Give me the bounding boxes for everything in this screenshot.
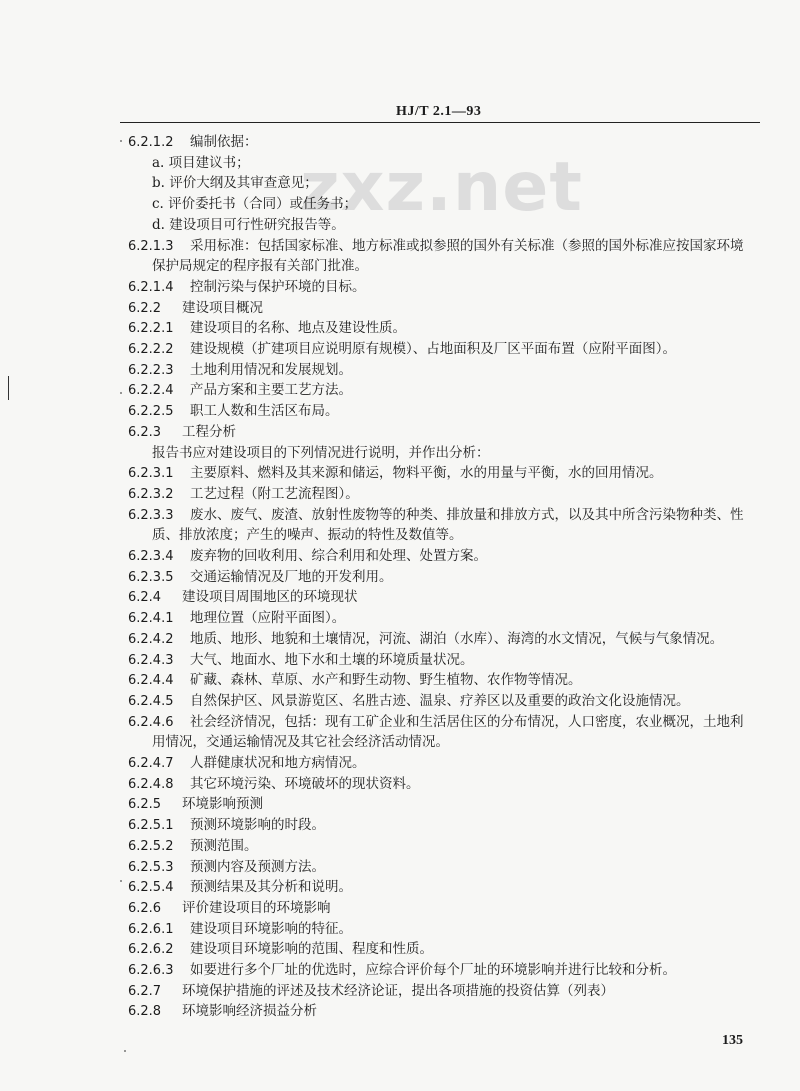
text-line: [128, 815, 768, 836]
clause-number: 6.2.3.2: [128, 486, 174, 502]
clause-text: 建设项目的名称、地点及建设性质。: [190, 320, 406, 337]
clause-text: 土地利用情况和发展规划。: [190, 361, 352, 378]
text-line: [128, 960, 768, 981]
clause-number: 6.2.2.5: [128, 404, 174, 420]
clause-text: 建设项目周围地区的环境现状: [182, 589, 358, 606]
clause-number: 6.2.5.1: [128, 818, 174, 834]
header-rule: [120, 122, 760, 123]
clause-number: 6.2.1.4: [128, 279, 174, 295]
clause-number: 6.2.4.6: [128, 714, 174, 730]
text-line: [128, 981, 768, 1002]
clause-text: 采用标准：包括国家标准、地方标准或拟参照的国外有关标准（参照的国外标准应按国家环境: [190, 237, 744, 254]
text-line: [128, 422, 768, 443]
scan-speck: [124, 1050, 126, 1052]
text-line: [152, 443, 792, 463]
clause-number: 6.2.5: [128, 797, 162, 813]
text-line: [128, 132, 768, 153]
clause-text: 建设规模（扩建项目应说明原有规模）、占地面积及厂区平面布置（应附平面图）。: [190, 341, 676, 357]
clause-number: 6.2.4.5: [128, 693, 174, 709]
text-line: [128, 898, 768, 919]
text-line: [128, 712, 768, 733]
clause-number: 6.2.3.3: [128, 507, 174, 523]
text-line: [128, 339, 768, 360]
text-line: [152, 732, 792, 752]
text-line: [152, 194, 792, 214]
clause-text: 建设项目环境影响的特征。: [190, 920, 352, 937]
text-line: [128, 380, 768, 401]
clause-number: 6.2.7: [128, 983, 162, 999]
clause-text: 预测范围。: [190, 837, 258, 854]
clause-text: 环境影响预测: [182, 796, 263, 813]
text-line: [128, 277, 768, 298]
clause-text: 编制依据：: [190, 134, 258, 150]
text-line: [128, 857, 768, 878]
clause-number: 6.2.1.3: [128, 238, 174, 254]
text-line: [128, 505, 768, 526]
clause-text: 工艺过程（附工艺流程图）。: [190, 485, 359, 502]
clause-number: 6.2.5.3: [128, 859, 174, 875]
text-line: [128, 691, 768, 712]
clause-number: 6.2.4.7: [128, 756, 174, 771]
text-line: [128, 567, 768, 588]
clause-text: 预测结果及其分析和说明。: [190, 879, 352, 896]
clause-number: 6.2.5.2: [128, 838, 174, 854]
clause-number: 6.2.4.2: [128, 631, 174, 647]
clause-text: 评价建设项目的环境影响: [182, 899, 331, 916]
text-line: [128, 919, 768, 940]
clause-text: 交通运输情况及厂地的开发利用。: [190, 568, 393, 585]
clause-number: 6.2.3.1: [128, 466, 174, 482]
text-line: [128, 298, 768, 319]
standard-code: HJ/T 2.1—93: [396, 104, 482, 119]
clause-text: 职工人数和生活区布局。: [190, 403, 339, 420]
text-line: [152, 215, 792, 235]
scan-speck: [120, 880, 122, 882]
clause-number: 6.2.2.1: [128, 321, 174, 337]
clause-text: 如要进行多个厂址的优选时，应综合评价每个厂址的环境影响并进行比较和分析。: [190, 962, 676, 978]
clause-text: 报告书应对建设项目的下列情况进行说明，并作出分析：: [152, 444, 490, 461]
clause-text: 废弃物的回收利用、综合利用和处理、处置方案。: [190, 548, 487, 564]
clause-text: 质、排放浓度；产生的噪声、振动的特性及数值等。: [152, 527, 463, 544]
clause-number: 6.2.3: [128, 424, 162, 440]
clause-text: 矿藏、森林、草原、水产和野生动物、野生植物、农作物等情况。: [190, 672, 582, 689]
text-line: [128, 650, 768, 671]
text-line: [152, 153, 792, 173]
text-line: [128, 236, 768, 257]
clause-number: 6.2.8: [128, 1004, 162, 1020]
scan-speck: [120, 392, 122, 394]
clause-number: 6.2.2.4: [128, 383, 174, 399]
clause-text: 环境影响经济损益分析: [182, 1003, 317, 1020]
clause-number: 6.2.4.1: [128, 611, 174, 627]
clause-number: 6.2.4.8: [128, 776, 174, 792]
clause-text: 废水、废气、废渣、放射性废物等的种类、排放量和排放方式，以及其中所含污染物种类、性: [190, 506, 744, 523]
clause-text: 预测环境影响的时段。: [190, 817, 325, 834]
clause-text: 环境保护措施的评述及技术经济论证，提出各项措施的投资估算（列表）: [182, 982, 614, 999]
clause-number: 6.2.6.1: [128, 921, 174, 937]
text-line: [152, 173, 792, 193]
clause-number: 6.2.6: [128, 900, 162, 916]
text-line: [128, 608, 768, 629]
clause-text: 地理位置（应附平面图）。: [190, 610, 346, 627]
clause-text: 社会经济情况，包括：现有工矿企业和生活居住区的分布情况，人口密度，农业概况，土地利: [190, 713, 744, 730]
clause-text: 其它环境污染、环境破坏的现状资料。: [190, 775, 420, 792]
clause-text: c. 评价委托书（合同）或任务书；: [152, 196, 358, 213]
clause-text: 自然保护区、风景游览区、名胜古迹、温泉、疗养区以及重要的政治文化设施情况。: [190, 692, 690, 709]
text-line: [128, 401, 768, 422]
clause-number: 6.2.2: [128, 300, 162, 316]
text-line: [128, 753, 768, 774]
text-line: [128, 463, 768, 484]
text-line: [128, 546, 768, 567]
clause-text: b. 评价大纲及其审查意见；: [152, 175, 318, 192]
clause-number: 6.2.3.5: [128, 569, 174, 585]
text-line: [128, 318, 768, 339]
clause-text: a. 项目建议书；: [152, 154, 250, 171]
page-number: 135: [722, 1033, 743, 1048]
clause-text: 人群健康状况和地方病情况。: [190, 755, 366, 771]
clause-text: 建设项目环境影响的范围、程度和性质。: [190, 941, 433, 958]
clause-text: 建设项目概况: [182, 299, 263, 316]
watermark: zxz.net: [300, 148, 583, 227]
clause-number: 6.2.2.3: [128, 362, 174, 378]
text-line: [128, 629, 768, 650]
clause-text: 控制污染与保护环境的目标。: [190, 278, 366, 295]
clause-number: 6.2.4: [128, 590, 162, 606]
clause-number: 6.2.6.3: [128, 963, 174, 978]
clause-text: 保护局规定的程序报有关部门批准。: [152, 258, 368, 275]
text-line: [128, 1001, 768, 1022]
margin-mark: [8, 376, 9, 400]
clause-text: 工程分析: [182, 423, 236, 440]
clause-number: 6.2.2.2: [128, 342, 174, 357]
text-line: [128, 670, 768, 691]
clause-number: 6.2.1.2: [128, 135, 174, 150]
text-line: [128, 877, 768, 898]
text-line: [128, 360, 768, 381]
text-line: [128, 836, 768, 857]
text-line: [128, 484, 768, 505]
clause-text: 主要原料、燃料及其来源和储运，物料平衡，水的用量与平衡，水的回用情况。: [190, 465, 663, 482]
clause-text: 产品方案和主要工艺方法。: [190, 382, 352, 399]
clause-number: 6.2.4.4: [128, 673, 174, 689]
text-line: [128, 939, 768, 960]
text-line: [152, 525, 792, 545]
clause-text: 预测内容及预测方法。: [190, 858, 325, 875]
clause-number: 6.2.4.3: [128, 652, 174, 668]
clause-text: d. 建设项目可行性研究报告等。: [152, 216, 345, 233]
clause-text: 用情况，交通运输情况及其它社会经济活动情况。: [152, 734, 449, 751]
text-line: [128, 794, 768, 815]
text-line: [128, 774, 768, 795]
clause-number: 6.2.6.2: [128, 942, 174, 958]
clause-number: 6.2.3.4: [128, 549, 174, 564]
clause-text: 大气、地面水、地下水和土壤的环境质量状况。: [190, 651, 474, 668]
text-line: [128, 587, 768, 608]
clause-number: 6.2.5.4: [128, 880, 174, 896]
scan-speck: [120, 140, 122, 142]
text-line: [152, 256, 792, 276]
clause-text: 地质、地形、地貌和土壤情况，河流、湖泊（水库）、海湾的水文情况，气候与气象情况。: [190, 630, 724, 647]
